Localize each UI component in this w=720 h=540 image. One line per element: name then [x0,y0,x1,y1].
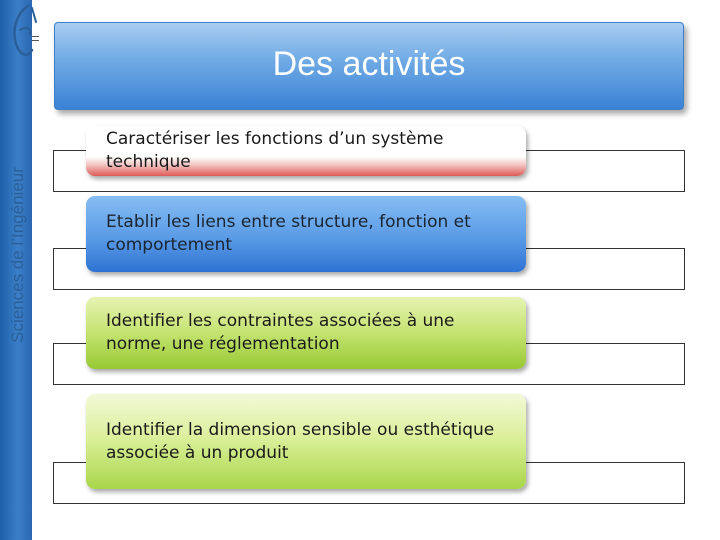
activity-item-4 [86,394,526,489]
title-banner [54,22,684,110]
activity-item-1 [86,126,526,176]
page-title: Des activités [272,45,466,83]
activity-label-2: Etablir les liens entre structure, fonction et comportement [106,212,471,255]
activity-item-3 [86,297,526,369]
activity-label-3: Identifier les contraintes associées à une norme, une réglementation [106,311,455,354]
activity-label-4: Identifier la dimension sensible ou esthétique associée à un produit [106,419,495,463]
activity-label-1: Caractériser les fonctions d’un système technique [106,129,444,172]
logo-icon [2,0,42,72]
activity-item-2 [86,196,526,272]
side-label: Sciences de l’Ingénieur [8,167,27,343]
